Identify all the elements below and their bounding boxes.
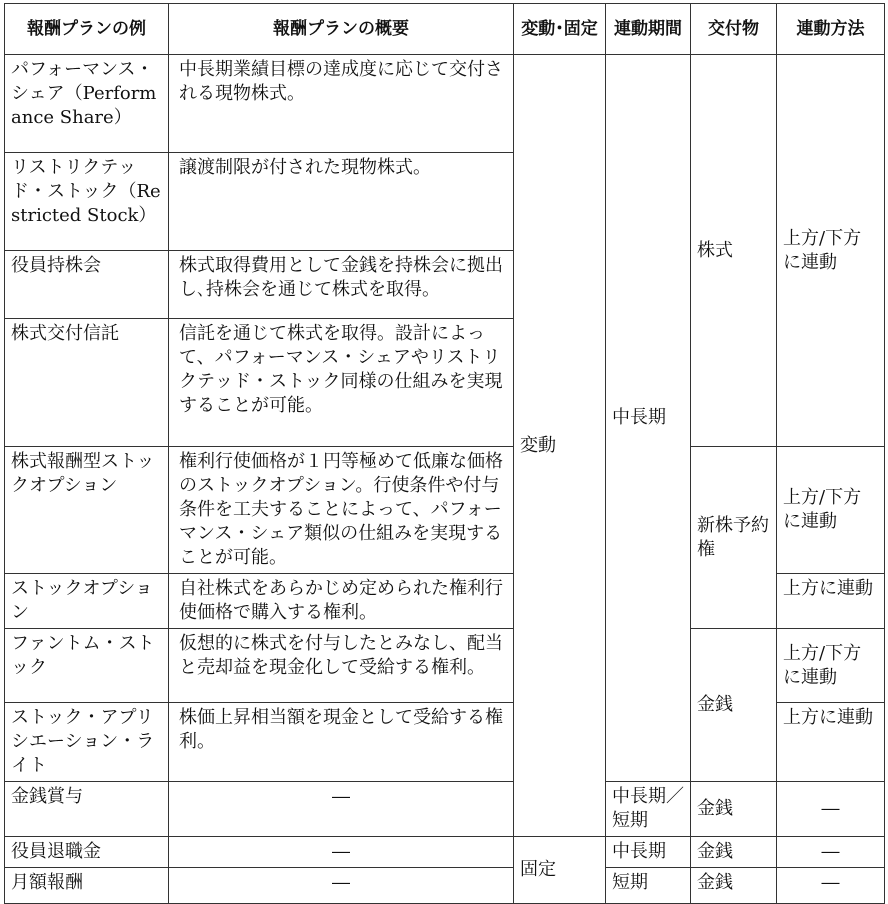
delivery-cash-cell: 金銭 bbox=[691, 782, 777, 837]
method-up-cell: 上方に連動 bbox=[777, 574, 885, 629]
delivery-warrant-cell: 新株予約権 bbox=[691, 447, 777, 629]
row-example: リストリクテッド・ストック（Restricted Stock） bbox=[5, 153, 169, 251]
row-example: ファントム・ストック bbox=[5, 629, 169, 703]
row-example: ストック・アプリシエーション・ライト bbox=[5, 703, 169, 782]
method-none-cell: ― bbox=[777, 837, 885, 868]
row-example: 役員持株会 bbox=[5, 251, 169, 319]
header-example: 報酬プランの例 bbox=[5, 4, 169, 55]
row-summary: 中長期業績目標の達成度に応じて交付される現物株式。 bbox=[169, 55, 514, 153]
row-example: 月額報酬 bbox=[5, 868, 169, 904]
table-row bbox=[5, 782, 885, 837]
row-summary: ― bbox=[169, 837, 514, 868]
header-summary: 報酬プランの概要 bbox=[169, 4, 514, 55]
table-row bbox=[5, 868, 885, 904]
method-up-cell: 上方に連動 bbox=[777, 703, 885, 782]
row-summary: 譲渡制限が付された現物株式。 bbox=[169, 153, 514, 251]
delivery-cash-cell: 金銭 bbox=[691, 837, 777, 868]
period-short-cell: 短期 bbox=[606, 868, 691, 904]
row-summary: ― bbox=[169, 868, 514, 904]
row-example: 金銭賞与 bbox=[5, 782, 169, 837]
table-row bbox=[5, 447, 885, 574]
table-header-row bbox=[5, 4, 885, 55]
delivery-cash-cell: 金銭 bbox=[691, 868, 777, 904]
row-example: 株式交付信託 bbox=[5, 319, 169, 447]
header-delivery: 交付物 bbox=[691, 4, 777, 55]
period-midlong-short-cell: 中長期／短期 bbox=[606, 782, 691, 837]
delivery-stock-cell: 株式 bbox=[691, 55, 777, 447]
table-row bbox=[5, 837, 885, 868]
header-variable-fixed: 変動･固定 bbox=[514, 4, 606, 55]
header-period: 連動期間 bbox=[606, 4, 691, 55]
row-summary: 信託を通じて株式を取得。設計によって、パフォーマンス・シェアやリストリクテッド・ストック同様の仕組みを実現することが可能。 bbox=[169, 319, 514, 447]
compensation-plan-table bbox=[4, 3, 885, 904]
method-updown-cell: 上方/下方に連動 bbox=[777, 55, 885, 447]
header-method: 連動方法 bbox=[777, 4, 885, 55]
method-none-cell: ― bbox=[777, 868, 885, 904]
row-summary: 株価上昇相当額を現金として受給する権利。 bbox=[169, 703, 514, 782]
row-summary: 株式取得費用として金銭を持株会に拠出し､持株会を通じて株式を取得。 bbox=[169, 251, 514, 319]
row-example: パフォーマンス・シェア（Performance Share） bbox=[5, 55, 169, 153]
row-example: ストックオプション bbox=[5, 574, 169, 629]
table-row bbox=[5, 629, 885, 703]
row-summary: ― bbox=[169, 782, 514, 837]
fixed-cell: 固定 bbox=[514, 837, 606, 904]
table-row bbox=[5, 55, 885, 153]
variable-cell: 変動 bbox=[514, 55, 606, 837]
row-example: 株式報酬型ストックオプション bbox=[5, 447, 169, 574]
delivery-cash-cell: 金銭 bbox=[691, 629, 777, 782]
method-updown-cell: 上方/下方に連動 bbox=[777, 447, 885, 574]
row-summary: 自社株式をあらかじめ定められた権利行使価格で購入する権利。 bbox=[169, 574, 514, 629]
row-summary: 仮想的に株式を付与したとみなし、配当と売却益を現金化して受給する権利。 bbox=[169, 629, 514, 703]
row-summary: 権利行使価格が１円等極めて低廉な価格のストックオプション。行使条件や付与条件を工夫することによって、パフォーマンス・シェア類似の仕組みを実現することが可能。 bbox=[169, 447, 514, 574]
method-none-cell: ― bbox=[777, 782, 885, 837]
method-updown-cell: 上方/下方に連動 bbox=[777, 629, 885, 703]
row-example: 役員退職金 bbox=[5, 837, 169, 868]
period-midlong-cell: 中長期 bbox=[606, 55, 691, 782]
period-midlong-cell: 中長期 bbox=[606, 837, 691, 868]
